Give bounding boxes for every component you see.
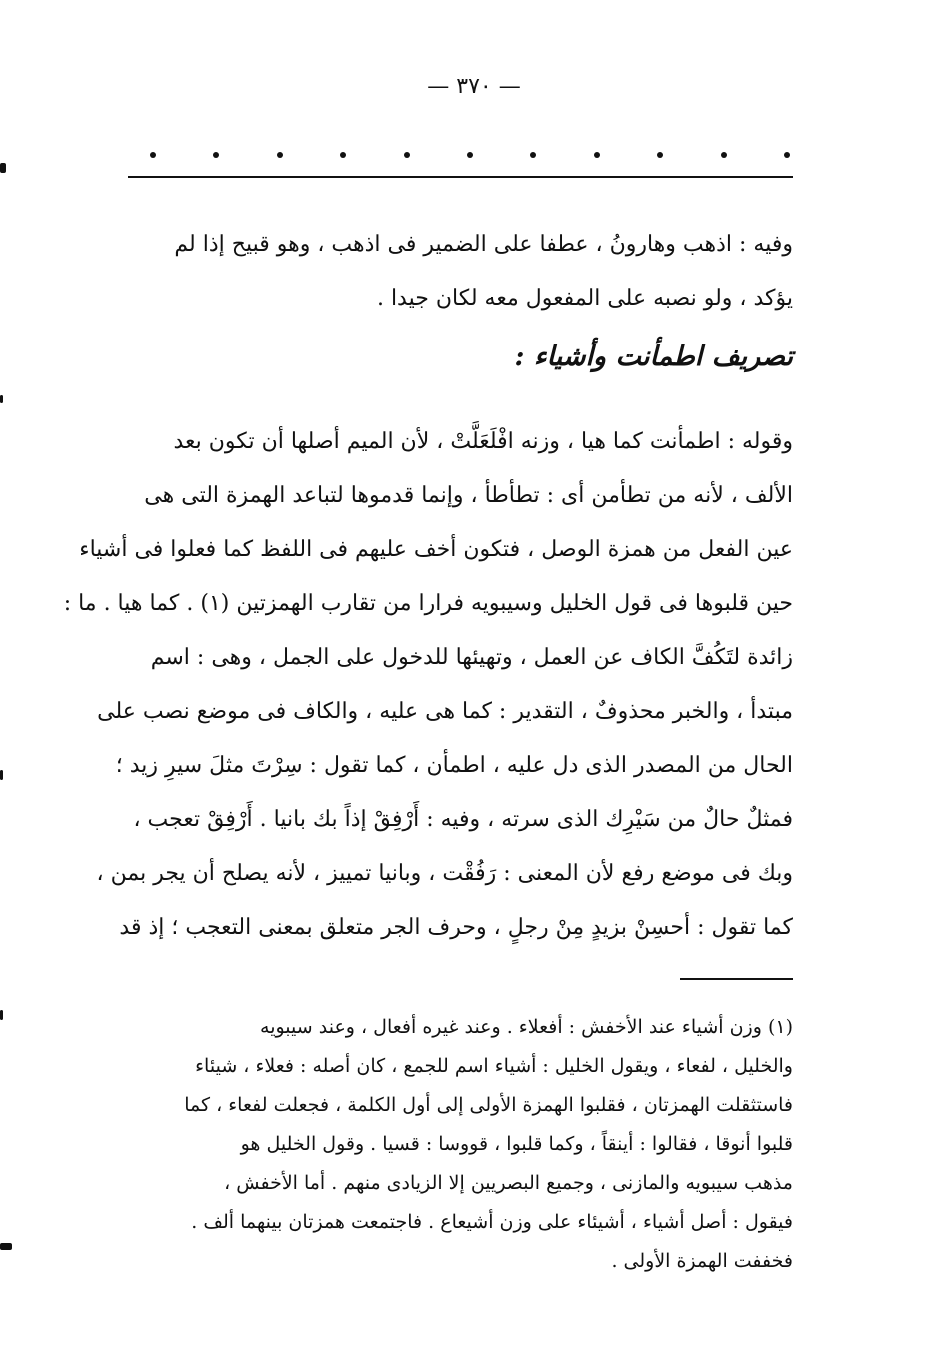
separator-dot (721, 152, 727, 158)
text-line: وفيه : اذهب وهارونُ ، عطفا على الضمير فى اذهب ، وهو قبيح إذا لم (174, 232, 793, 257)
footnote-line: فخففت الهمزة الأولى . (611, 1250, 793, 1272)
text-line: كما تقول : أحسِنْ بزيدٍ مِنْ رجلٍ ، وحرف الجر متعلق بمعنى التعجب ؛ إذ قد (119, 915, 793, 940)
text-line: مبتدأ ، والخبر محذوفٌ ، التقدير : كما هى عليه ، والكاف فى موضع نصب على (97, 699, 793, 724)
separator-dot (213, 152, 219, 158)
footnote-line: فيقول : أصل أشياء ، أشيئاء على وزن أشيعاع . فاجتمعت همزتان بينهما ألف . (191, 1211, 793, 1233)
separator-dot (340, 152, 346, 158)
text-line: الألف ، لأنه من تطأمن أى : تطأطأ ، وإنما قدموها لتباعد الهمزة التى هى (144, 483, 793, 508)
header-rule (128, 176, 793, 178)
text-line: فمثلٌ حالٌ من سَيْرِك الذى سرته ، وفيه : أَرْفِقْ إذاً بك بانيا . أَرْفِقْ تعجب ، (133, 807, 793, 832)
footnote-line: (١) وزن أشياء عند الأخفش : أفعلاء . وعند غيره أفعال ، وعند سيبويه (260, 1016, 793, 1038)
footnote-rule (680, 978, 793, 980)
footnote-line: فاستثقلت الهمزتان ، فقلبوا الهمزة الأولى إلى أول الكلمة ، فجعلت لفعاء ، كما (184, 1094, 793, 1116)
separator-dot (404, 152, 410, 158)
section-heading: تصريف اطمأنت وأشياء : (514, 341, 793, 372)
scan-margin-mark (0, 1010, 3, 1020)
page-number: — ٣٧٠ — (427, 74, 521, 99)
text-line: عين الفعل من همزة الوصل ، فتكون أخف عليهم فى اللفظ كما فعلوا فى أشياء (79, 537, 793, 562)
separator-dot (657, 152, 663, 158)
text-line: حين قلبوها فى قول الخليل وسيبويه فرارا من تقارب الهمزتين (١) . كما هيا . ما : (63, 591, 793, 616)
footnote-line: والخليل ، لفعاء ، ويقول الخليل : أشياء اسم للجمع ، كان أصله : فعلاء ، شيئاء (195, 1055, 793, 1077)
separator-dot (530, 152, 536, 158)
text-line: وقوله : اطمأنت كما هيا ، وزنه افْلَعَلَّتْ ، لأن الميم أصلها أن تكون بعد (173, 429, 793, 454)
scan-margin-mark (0, 395, 3, 403)
separator-dot (467, 152, 473, 158)
text-line: وبك فى موضع رفع لأن المعنى : رَفُقْت ، وبانيا تمييز ، لأنه يصلح أن يجر بمن ، (96, 861, 793, 886)
footnote (128, 1008, 793, 1281)
text-line: الحال من المصدر الذى دل عليه ، اطمأن ، كما تقول : سِرْتَ مثلَ سيرِ زيد ؛ (115, 753, 793, 778)
separator-dot (150, 152, 156, 158)
text-line: يؤكد ، ولو نصبه على المفعول معه لكان جيدا . (376, 286, 793, 311)
footnote-line: مذهب سيبويه والمازنى ، وجميع البصريين إلا الزيادى منهم . أما الأخفش ، (224, 1172, 793, 1194)
scan-margin-mark (0, 1243, 12, 1250)
scan-margin-mark (0, 770, 3, 780)
scan-margin-mark (0, 163, 6, 173)
separator-dots (150, 146, 790, 164)
separator-dot (784, 152, 790, 158)
footnote-line: قلبوا أنوقا ، فقالوا : أينقاً ، وكما قلبوا ، قووسا : قسيا . وقول الخليل هو (240, 1133, 793, 1155)
separator-dot (277, 152, 283, 158)
text-line: زائدة لتَكُفَّ الكاف عن العمل ، وتهيئها للدخول على الجمل ، وهى : اسم (150, 645, 793, 670)
separator-dot (594, 152, 600, 158)
intro-paragraph (128, 218, 793, 326)
body-paragraph (63, 415, 793, 955)
